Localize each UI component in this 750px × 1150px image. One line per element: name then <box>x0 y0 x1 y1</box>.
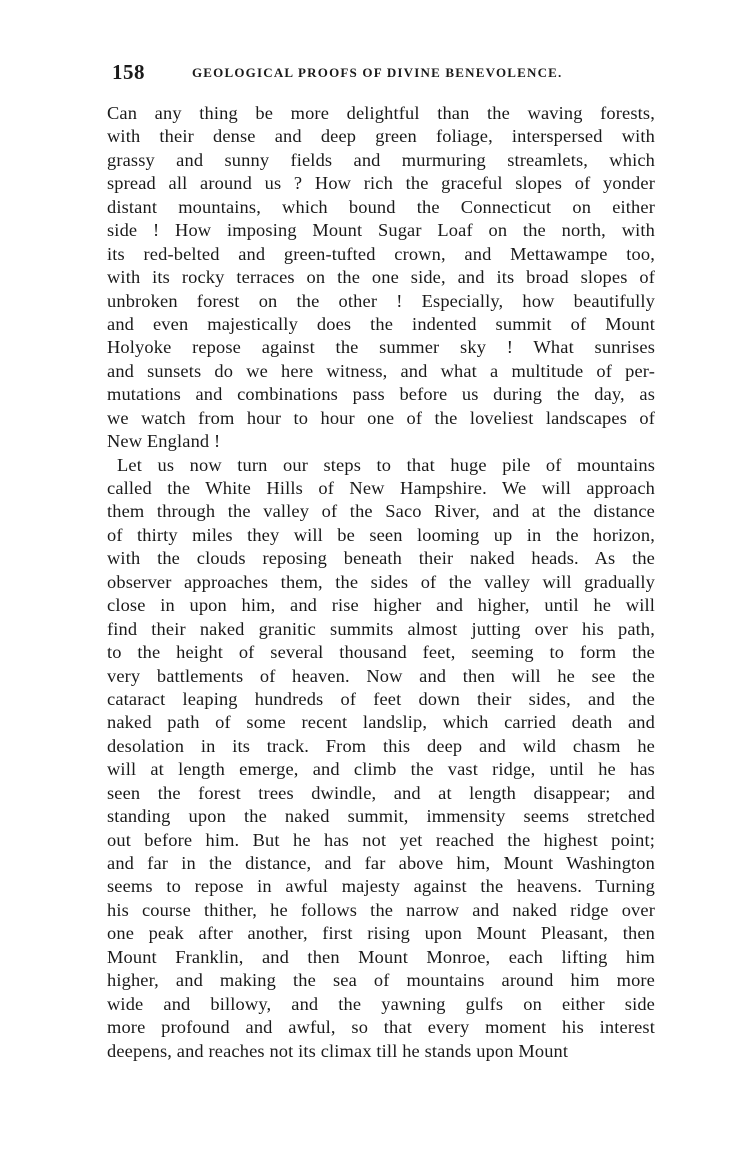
body-text <box>107 102 655 1063</box>
text-line: Holyoke repose against the summer sky ! What sunrises <box>107 337 655 358</box>
page-number: 158 <box>112 60 145 84</box>
text-line: unbroken forest on the other ! Especially, how beautifully <box>107 290 655 311</box>
text-line: higher, and making the sea of mountains around him more <box>107 970 655 991</box>
text-line: standing upon the naked summit, immensity seems stretched <box>107 806 655 827</box>
text-line: one peak after another, first rising upon Mount Pleasant, then <box>107 923 655 944</box>
text-line: will at length emerge, and climb the vast ridge, until he has <box>107 759 655 780</box>
text-line: its red-belted and green-tufted crown, and Mettawampe too, <box>107 243 655 264</box>
text-line: spread all around us ? How rich the graceful slopes of yonder <box>107 173 655 194</box>
text-line: naked path of some recent landslip, which carried death and <box>107 712 655 733</box>
text-line: with its rocky terraces on the one side, and its broad slopes of <box>107 267 655 288</box>
text-line: desolation in its track. From this deep and wild chasm he <box>107 735 655 756</box>
text-line: close in upon him, and rise higher and higher, until he will <box>107 595 655 616</box>
text-line: New England ! <box>107 431 221 452</box>
text-line: Mount Franklin, and then Mount Monroe, each lifting him <box>107 946 655 967</box>
text-line: find their naked granitic summits almost jutting over his path, <box>107 618 655 639</box>
text-line: cataract leaping hundreds of feet down their sides, and the <box>107 688 655 709</box>
text-line: out before him. But he has not yet reached the highest point; <box>107 829 655 850</box>
text-line: distant mountains, which bound the Connecticut on either <box>107 196 655 217</box>
text-line: to the height of several thousand feet, seeming to form the <box>107 642 655 663</box>
text-line: of thirty miles they will be seen looming up in the horizon, <box>107 524 655 545</box>
text-line: very battlements of heaven. Now and then will he see the <box>107 665 655 686</box>
text-line: deepens, and reaches not its climax till he stands upon Mount <box>107 1040 569 1061</box>
text-line: Let us now turn our steps to that huge pile of mountains <box>117 454 655 475</box>
text-line: seems to repose in awful majesty against the heavens. Turning <box>107 876 655 897</box>
text-line: his course thither, he follows the narrow and naked ridge over <box>107 899 655 920</box>
text-line: side ! How imposing Mount Sugar Loaf on the north, with <box>107 220 655 241</box>
text-line: wide and billowy, and the yawning gulfs on either side <box>107 993 655 1014</box>
text-line: grassy and sunny fields and murmuring streamlets, which <box>107 149 655 170</box>
text-line: with the clouds reposing beneath their naked heads. As the <box>107 548 655 569</box>
text-line: mutations and combinations pass before us during the day, as <box>107 384 655 405</box>
text-line: and far in the distance, and far above him, Mount Washington <box>107 853 655 873</box>
text-line: observer approaches them, the sides of the valley will gradually <box>107 571 655 592</box>
text-line: more profound and awful, so that every moment his interest <box>107 1017 655 1038</box>
text-line: and sunsets do we here witness, and what a multitude of per- <box>107 360 655 381</box>
paragraph <box>107 102 655 454</box>
text-line: and even majestically does the indented summit of Mount <box>107 313 655 334</box>
text-line: them through the valley of the Saco River, and at the distance <box>107 501 655 522</box>
text-line: seen the forest trees dwindle, and at length disappear; and <box>107 782 655 803</box>
paragraph <box>107 454 655 1063</box>
text-line: Can any thing be more delightful than the waving forests, <box>107 103 655 123</box>
text-line: we watch from hour to hour one of the loveliest landscapes of <box>107 407 655 428</box>
text-line: called the White Hills of New Hampshire. We will approach <box>107 478 655 498</box>
running-title: GEOLOGICAL PROOFS OF DIVINE BENEVOLENCE. <box>192 65 563 80</box>
text-line: with their dense and deep green foliage, interspersed with <box>107 126 655 147</box>
running-head <box>112 60 657 90</box>
